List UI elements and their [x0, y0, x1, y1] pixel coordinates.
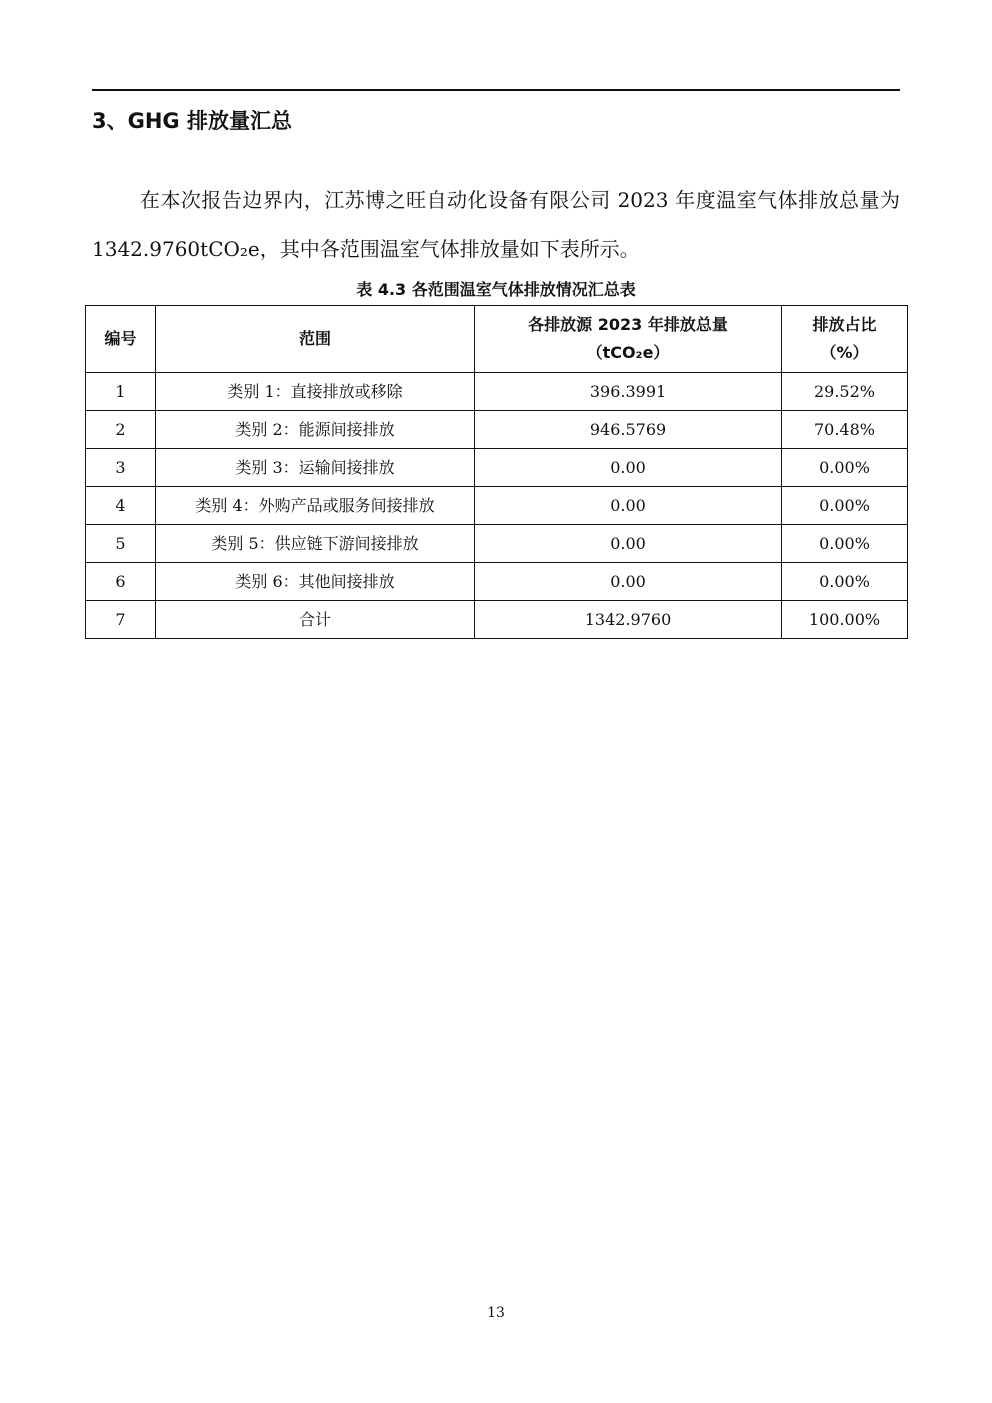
cell-scope: 类别 3：运输间接排放	[156, 449, 475, 487]
header-total-line2: （tCO₂e）	[586, 343, 670, 362]
cell-scope: 类别 1：直接排放或移除	[156, 373, 475, 411]
table-header-row	[86, 306, 908, 373]
table-row	[86, 449, 908, 487]
header-no: 编号	[86, 306, 156, 373]
body-paragraph: 在本次报告边界内，江苏博之旺自动化设备有限公司 2023 年度温室气体排放总量为 1342.9760tCO₂e，其中各范围温室气体排放量如下表所示。	[92, 188, 900, 261]
section-heading: 3、GHG 排放量汇总	[92, 109, 292, 133]
cell-no: 3	[86, 449, 156, 487]
cell-no: 6	[86, 563, 156, 601]
cell-scope: 类别 6：其他间接排放	[156, 563, 475, 601]
cell-scope: 类别 4：外购产品或服务间接排放	[156, 487, 475, 525]
header-total-line1: 各排放源 2023 年排放总量	[528, 315, 728, 334]
cell-share: 0.00%	[782, 525, 908, 563]
cell-total: 0.00	[475, 525, 782, 563]
header-share-line2: （%）	[820, 343, 869, 362]
table-caption: 表 4.3 各范围温室气体排放情况汇总表	[356, 280, 636, 299]
cell-no: 7	[86, 601, 156, 639]
cell-share: 0.00%	[782, 563, 908, 601]
page-number: 13	[487, 1305, 505, 1321]
cell-total: 0.00	[475, 487, 782, 525]
table-row	[86, 525, 908, 563]
table-row	[86, 411, 908, 449]
cell-scope: 类别 5：供应链下游间接排放	[156, 525, 475, 563]
cell-scope: 类别 2：能源间接排放	[156, 411, 475, 449]
cell-total: 1342.9760	[475, 601, 782, 639]
header-share	[782, 306, 908, 373]
cell-share: 29.52%	[782, 373, 908, 411]
cell-total: 0.00	[475, 449, 782, 487]
table-row	[86, 373, 908, 411]
cell-total: 946.5769	[475, 411, 782, 449]
header-share-line1: 排放占比	[812, 315, 877, 334]
cell-share: 0.00%	[782, 449, 908, 487]
table-row	[86, 563, 908, 601]
cell-no: 1	[86, 373, 156, 411]
cell-no: 5	[86, 525, 156, 563]
cell-no: 4	[86, 487, 156, 525]
header-rule	[92, 89, 900, 91]
table-row-total	[86, 601, 908, 639]
cell-share: 0.00%	[782, 487, 908, 525]
cell-scope: 合计	[156, 601, 475, 639]
cell-share: 100.00%	[782, 601, 908, 639]
cell-no: 2	[86, 411, 156, 449]
cell-total: 396.3991	[475, 373, 782, 411]
table-row	[86, 487, 908, 525]
cell-total: 0.00	[475, 563, 782, 601]
emissions-summary-table	[85, 305, 908, 639]
cell-share: 70.48%	[782, 411, 908, 449]
header-scope: 范围	[156, 306, 475, 373]
header-total	[475, 306, 782, 373]
